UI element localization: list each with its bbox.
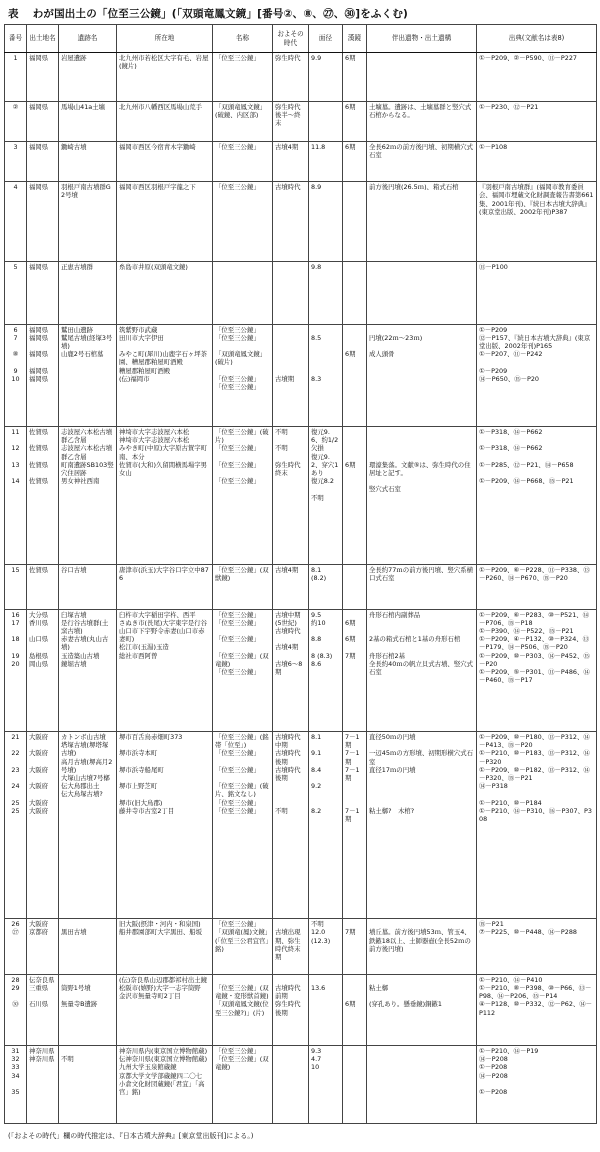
- cell-era: 弥生時代後半～終末: [273, 101, 309, 141]
- cell-site: 谷口古墳: [59, 565, 117, 610]
- cell-name: 「位至三公鏡」(銘帯「位至」) 「位至三公鏡」 「位至三公鏡」 「位至三公鏡」(破片、銘文なし) 「位至三公鏡」 「位至三公鏡」: [213, 732, 273, 919]
- cell-src: ①－P230、⑫－P21: [477, 101, 597, 141]
- cell-pref: 佐賀県: [27, 565, 59, 610]
- cell-src: 『羽根戸南古墳群』(福岡市教育委員会、福岡市埋蔵文化財調査報告書第661集、2001年刊)、『続日本古墳大辞典』(東京堂出版、2002年刊)P387: [477, 182, 597, 262]
- cell-era: 古墳期: [273, 324, 309, 426]
- cell-pref: 大阪府 大阪府 大阪府 大阪府 大阪府 大阪府: [27, 732, 59, 919]
- cell-src: ①－P209、⑥－P283、⑩－P521、⑭－P706、⑮－P18 ①－P390、⑭－P522、⑮－P21 ①－P209、④－P132、⑩－P324、⑬－P179、⑭－P506、⑮－P20 ①－P209、⑩－P303、⑭－P452、⑮－P20 ①－P209、⑤－P301、⑪－P486、⑭－P460、⑮－P17: [477, 609, 597, 731]
- cell-src: ①－P210、⑭－P19 ⑭－P208 ①－P208 ⑭－P208 ①－P208: [477, 1046, 597, 1124]
- cell-pref: 福岡県: [27, 142, 59, 182]
- cell-site: 正恵古墳群: [59, 262, 117, 324]
- cell-no: 4: [5, 182, 27, 262]
- cell-assoc: 土壙墓。遺跡は、土壙墓群と竪穴式石棺からなる。: [367, 101, 477, 141]
- cell-assoc: 円墳(22ｍ～23ｍ) 成人頭骨: [367, 324, 477, 426]
- cell-no: 26 ㉗: [5, 919, 27, 975]
- cell-name: 「位至三公鏡」 「位至三公鏡」(双竜鏡): [213, 1046, 273, 1124]
- cell-name: 「双頭竜鳳文鏡」(破鏡、内区部): [213, 101, 273, 141]
- cell-han: 6期: [343, 324, 367, 426]
- cell-no: 21 22 23 24 25 25: [5, 732, 27, 919]
- cell-src: ①－P108: [477, 142, 597, 182]
- cell-assoc: 墳丘墓。前方後円墳53ｍ、管玉4、鉄鏃18以上、土師器壺(全長52ｍの前方後円墳): [367, 919, 477, 975]
- cell-dia: 不明 12.0 (12.3): [309, 919, 343, 975]
- table-row: [5, 919, 597, 975]
- table-row: [5, 142, 597, 182]
- cell-era: 古墳中期(5世紀) 古墳時代 古墳4期 古墳6～8期: [273, 609, 309, 731]
- cell-site: 筒野1号墳 無量寺B遺跡: [59, 974, 117, 1045]
- cell-assoc: [367, 1046, 477, 1124]
- header-cell: 遺跡名: [59, 25, 117, 53]
- cell-han: 7－1期 7－1期 7－1期 7－1期: [343, 732, 367, 919]
- cell-pref: 神奈川県 神奈川県: [27, 1046, 59, 1124]
- cell-no: 1: [5, 53, 27, 102]
- cell-name: 「位至三公鏡」 「双頭竜(鳳)文鏡」(「位至三公君宜官」銘): [213, 919, 273, 975]
- cell-loc: 北九州市八幡西区馬場山荒手: [117, 101, 213, 141]
- cell-name: 「位至三公鏡」 「位至三公鏡」 「双頭竜鳳文鏡」(破片) 「位至三公鏡」 「位至三公鏡」: [213, 324, 273, 426]
- header-cell: およその時代: [273, 25, 309, 53]
- cell-no: 31 32 33 34 35: [5, 1046, 27, 1124]
- table-row: [5, 101, 597, 141]
- cell-src: ①－P209、②－P590、⑪－P227: [477, 53, 597, 102]
- cell-site: 岩屋遺跡: [59, 53, 117, 102]
- cell-loc: 筑紫野市武蔵 田川市大字伊田 みやこ町(犀川)山鹿字石ヶ坪茶園、糟屋郡粕屋町酒殿 糟屋郡粕屋町酒殿 (伝)福岡市: [117, 324, 213, 426]
- cell-assoc: 全長62ｍの前方後円墳、初期横穴式石室: [367, 142, 477, 182]
- cell-pref: 福岡県: [27, 53, 59, 102]
- cell-no: 16 17 18 19 20: [5, 609, 27, 731]
- table-row: [5, 182, 597, 262]
- cell-no: 6 7 ⑧ 9 10: [5, 324, 27, 426]
- cell-src: ⑪－P100: [477, 262, 597, 324]
- table-row: [5, 324, 597, 426]
- header-cell: 名称: [213, 25, 273, 53]
- table-row: [5, 53, 597, 102]
- cell-loc: 唐津市(浜玉)大字谷口字立中876: [117, 565, 213, 610]
- cell-han: [343, 262, 367, 324]
- excavation-table: [4, 24, 597, 1124]
- cell-no: 5: [5, 262, 27, 324]
- cell-name: 「位至三公鏡」(双獣鏡): [213, 565, 273, 610]
- cell-loc: 福岡市西区今宿青木字鋤崎: [117, 142, 213, 182]
- cell-loc: 糸島市井原(双頭竜文鏡): [117, 262, 213, 324]
- cell-era: 古墳時代中期 古墳時代後期 古墳時代後期 不明: [273, 732, 309, 919]
- cell-pref: 福岡県: [27, 101, 59, 141]
- cell-no: 11 12 13 14: [5, 427, 27, 565]
- table-row: [5, 1046, 597, 1124]
- cell-pref: 福岡県 福岡県 福岡県 福岡県 福岡県: [27, 324, 59, 426]
- cell-han: [343, 565, 367, 610]
- cell-dia: 11.8: [309, 142, 343, 182]
- cell-site: 志波屋六本松古墳群乙含層 志波屋六本松古墳群乙含層 町南遺跡SB103竪穴住居跡 男女神社西南: [59, 427, 117, 565]
- cell-src: ①－P209 ⑫－P157、『続日本古墳大辞典』(東京堂出版、2002年刊)P165 ①－P207、⑪－P242 ①－P209 ⑭－P650、⑮－P20: [477, 324, 597, 426]
- header-cell: 出土地名: [27, 25, 59, 53]
- header-cell: 番号: [5, 25, 27, 53]
- cell-era: 不明 不明 弥生時代終末: [273, 427, 309, 565]
- cell-dia: 8.9: [309, 182, 343, 262]
- table-row: [5, 565, 597, 610]
- table-caption: わが国出土の「位至三公鏡」(「双頭竜鳳文鏡」[番号②、⑧、㉗、㉚]をふくむ): [32, 8, 409, 20]
- cell-pref: 福岡県: [27, 262, 59, 324]
- cell-loc: 神奈川県内(東京国立博物館蔵) 伝神奈川県(東京国立博物館蔵) 九州大学玉泉館蔵鏡 京都大学文学部蔵鏡四二〇七 小倉文化財団蔵鏡(「君宜」「高官」銘): [117, 1046, 213, 1124]
- table-row: [5, 732, 597, 919]
- cell-dia: 8.5 8.3: [309, 324, 343, 426]
- cell-dia: 9.3 4.7 10: [309, 1046, 343, 1124]
- table-row: [5, 974, 597, 1045]
- cell-han: [343, 1046, 367, 1124]
- cell-name: 「位至三公鏡」: [213, 182, 273, 262]
- cell-name: [213, 262, 273, 324]
- cell-han: 6期: [343, 142, 367, 182]
- cell-era: 弥生時代: [273, 53, 309, 102]
- cell-loc: 堺市百舌鳥赤畑町373 堺市浜寺本町 堺市浜寺船尾町 堺市上野芝町 堺市(旧大鳥郡) 藤井寺市古室2丁目: [117, 732, 213, 919]
- header-cell: 出典(文献名は表8): [477, 25, 597, 53]
- cell-assoc: 直径50ｍの円墳 一辺45ｍの方形墳、初期形横穴式石室 直径17ｍの円墳 粘土槨? 木棺?: [367, 732, 477, 919]
- cell-src: ⑮－P21 ⑦－P225、⑩－P448、⑭－P288: [477, 919, 597, 975]
- cell-pref: 大分県 香川県 山口県 島根県 岡山県: [27, 609, 59, 731]
- cell-assoc: 前方後円墳(26.5ｍ)、箱式石棺: [367, 182, 477, 262]
- cell-assoc: 舟形石棺内副葬品 2基の箱式石棺と1基の舟形石棺 舟形石棺2基 全長約40ｍの帆立貝式古墳、竪穴式石室: [367, 609, 477, 731]
- cell-pref: 佐賀県 佐賀県 佐賀県 佐賀県: [27, 427, 59, 565]
- header-cell: 面径: [309, 25, 343, 53]
- cell-dia: [309, 101, 343, 141]
- cell-assoc: 環濠集落。文献⑤は、弥生時代の住居址と記す。 竪穴式石室: [367, 427, 477, 565]
- cell-era: [273, 262, 309, 324]
- cell-src: ①－P210、⑭－P410 ①－P210、⑧－P398、⑩－P66、⑬－P98、⑭－P206、⑮－P14 ④－P128、⑩－P332、⑫－P62、⑭－P112: [477, 974, 597, 1045]
- cell-han: 6期: [343, 974, 367, 1045]
- cell-site: 黒田古墳: [59, 919, 117, 975]
- cell-no: ②: [5, 101, 27, 141]
- cell-dia: 8.1 (8.2): [309, 565, 343, 610]
- cell-era: 古墳出現期、弥生時代終末期: [273, 919, 309, 975]
- cell-dia: 9.8: [309, 262, 343, 324]
- cell-dia: 復元9.6、約1/2欠損 復元9.2、穿穴1あり 復元8.2 不明: [309, 427, 343, 565]
- cell-pref: 福岡県: [27, 182, 59, 262]
- cell-site: 不明: [59, 1046, 117, 1124]
- cell-era: 古墳時代前期 弥生時代後期: [273, 974, 309, 1045]
- cell-loc: 福岡市西区羽根戸字龍之下: [117, 182, 213, 262]
- cell-dia: 9.5 約10 8.8 8 (8.3) 8.6: [309, 609, 343, 731]
- cell-era: 古墳4期: [273, 142, 309, 182]
- header-row: [5, 25, 597, 53]
- cell-loc: 臼杵市大字稲田字杵、西平 さぬき市(長尾)大字東字是行谷 山口市下宇野令赤妻(山口市赤妻町) 松江市(玉湯)玉造 総社市西阿曽: [117, 609, 213, 731]
- table-row: [5, 427, 597, 565]
- table-title: [8, 6, 408, 21]
- cell-src: ①－P209、⑩－P180、⑬－P312、⑭－P413、⑮－P20 ①－P210、⑩－P183、⑬－P312、⑭－P320 ①－P209、⑩－P182、⑬－P312、⑭－P320、⑮－P21 ⑭－P318 ①－P210、⑩－P184 ①－P210、⑭－P310、⑯－P307、P308: [477, 732, 597, 919]
- cell-name: 「位至三公鏡」(破片) 「位至三公鏡」 「位至三公鏡」 「位至三公鏡」: [213, 427, 273, 565]
- cell-no: 3: [5, 142, 27, 182]
- cell-han: 7期: [343, 919, 367, 975]
- cell-site: 羽根戸南古墳群G2号墳: [59, 182, 117, 262]
- cell-han: [343, 182, 367, 262]
- cell-no: 28 29 ㉚: [5, 974, 27, 1045]
- cell-han: 6期 6期 7期: [343, 609, 367, 731]
- cell-loc: 北九州市若松区大字有毛、岩屋(鏡片): [117, 53, 213, 102]
- cell-han: 6期: [343, 101, 367, 141]
- cell-site: カトンボ山古墳 塔塚古墳(堺塔塚古墳) 高月古墳(堺高月2号墳) 大塚山古墳7号槨 伝大鳥郡出土 伝大鳥塚古墳?: [59, 732, 117, 919]
- cell-loc: 旧大阪(摂津・河内・和泉国) 船井郡園部町大字黒田、船坂: [117, 919, 213, 975]
- cell-loc: 神埼市大字志波屋六本松 神埼市大字志波屋六本松 みやき町(中原)大字原古賀字町南、本分 佐賀市(大和)久留間横馬場字男女山: [117, 427, 213, 565]
- cell-era: [273, 1046, 309, 1124]
- cell-src: ①－P318、⑭－P662 ①－P318、⑭－P662 ①－P285、⑫－P21、⑭－P658 ①－P209、⑭－P668、⑮－P21: [477, 427, 597, 565]
- cell-era: 古墳4期: [273, 565, 309, 610]
- cell-no: 15: [5, 565, 27, 610]
- cell-assoc: 全長約77ｍの前方後円墳、竪穴系横口式石室: [367, 565, 477, 610]
- cell-site: 鋤崎古墳: [59, 142, 117, 182]
- cell-pref: 大阪府 京都府: [27, 919, 59, 975]
- cell-name: 「位至三公鏡」: [213, 53, 273, 102]
- cell-name: 「位至三公鏡」: [213, 142, 273, 182]
- header-cell: 所在地: [117, 25, 213, 53]
- cell-src: ①－P209、⑥－P228、⑪－P338、⑬－P260、⑭－P670、⑮－P20: [477, 565, 597, 610]
- cell-era: 古墳時代: [273, 182, 309, 262]
- cell-dia: 8.1 9.1 8.4 9.2 8.2: [309, 732, 343, 919]
- header-cell: 漢鏡: [343, 25, 367, 53]
- cell-dia: 13.6: [309, 974, 343, 1045]
- cell-pref: 伝奈良県 三重県 石川県: [27, 974, 59, 1045]
- cell-site: 臼塚古墳 是行谷古墳群(土窯古墳) 赤妻古墳(丸山古墳) 玉造築山古墳 鏡堀古墳: [59, 609, 117, 731]
- cell-site: 鷲田山遺跡 鷲尾古墳(経塚3号墳) 山鹿2号石棺墓: [59, 324, 117, 426]
- table-row: [5, 609, 597, 731]
- cell-dia: 9.9: [309, 53, 343, 102]
- cell-site: 馬場山41a土壙: [59, 101, 117, 141]
- cell-han: 6期: [343, 427, 367, 565]
- cell-name: 「位至三公鏡」 「位至三公鏡」 「位至三公鏡」 「位至三公鏡」(双竜鏡) 「位至三公鏡」: [213, 609, 273, 731]
- footnote: (「およその時代」欄の時代推定は、『日本古墳大辞典』[東京堂出版刊]による。): [8, 1132, 254, 1140]
- cell-han: 6期: [343, 53, 367, 102]
- cell-assoc: 粘土槨 (穿孔あり。懸垂鏡)銅鏃1: [367, 974, 477, 1045]
- cell-name: 「位至三公鏡」(双竜鏡・変形獣首鏡) 「双頭竜鳳文鏡(位至三公鏡?)」(片): [213, 974, 273, 1045]
- header-cell: 伴出遺物・出土遺構: [367, 25, 477, 53]
- table-row: [5, 262, 597, 324]
- cell-assoc: [367, 53, 477, 102]
- cell-loc: (伝)奈良県山辺郡都祁村出土鏡 松阪市(嬉野)大字一志字筒野 金沢市無量寺町2丁目: [117, 974, 213, 1045]
- table-label: 表: [8, 8, 19, 20]
- cell-assoc: [367, 262, 477, 324]
